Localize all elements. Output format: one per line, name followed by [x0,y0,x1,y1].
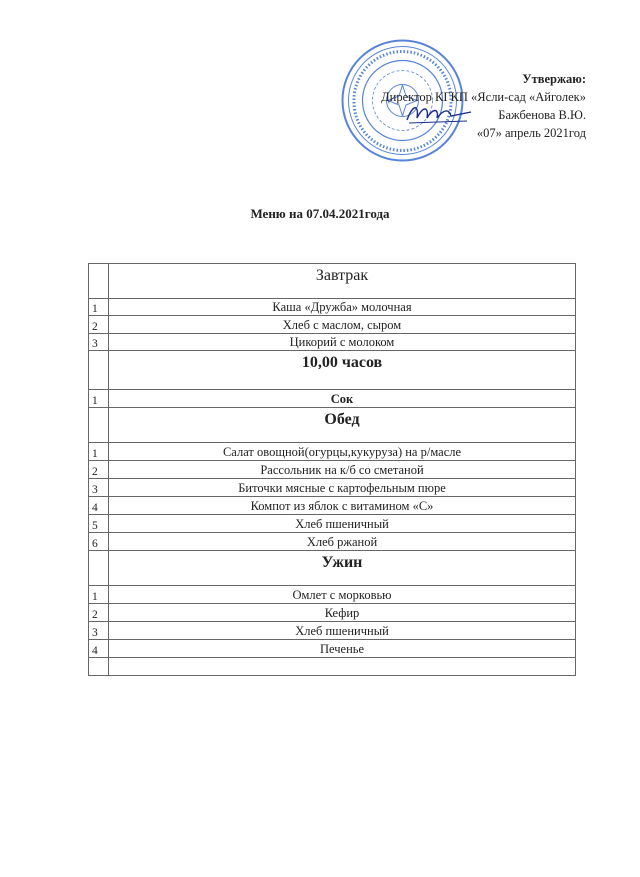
dish-name: Кефир [324,606,360,620]
row-number: 2 [89,604,109,621]
approval-block [381,70,586,142]
menu-row [89,622,575,640]
dish-name: Сок [330,392,354,406]
row-number: 3 [89,479,109,496]
menu-row [89,515,575,533]
row-number: 4 [89,640,109,657]
dish-name: Омлет с морковью [292,588,392,602]
dish-name: Хлеб ржаной [306,535,378,549]
menu-row [89,443,575,461]
section-header-breakfast [89,264,575,299]
menu-row [89,533,575,551]
approval-title: Утвержаю: [522,72,586,86]
row-number: 5 [89,515,109,532]
approval-position: Директор КГКП «Ясли-сад «Айголек» [381,90,586,104]
dish-name: Печенье [319,642,365,656]
row-number: 1 [89,586,109,603]
menu-row [89,640,575,658]
row-number: 3 [89,334,109,350]
approval-date: «07» апрель 2021год [476,126,586,140]
dish-name: Рассольник на к/б со сметаной [260,463,424,477]
section-title: Обед [324,411,360,428]
menu-table [88,263,576,676]
row-number: 1 [89,390,109,407]
dish-name: Хлеб с маслом, сыром [282,318,402,332]
menu-row [89,604,575,622]
section-header-lunch [89,408,575,443]
menu-row [89,299,575,316]
dish-name: Хлеб пшеничный [295,624,389,638]
row-number: 6 [89,533,109,550]
menu-row [89,316,575,334]
dish-name: Компот из яблок с витамином «С» [250,499,434,513]
menu-row [89,479,575,497]
section-title: Ужин [321,554,363,571]
menu-row [89,497,575,515]
row-number: 2 [89,316,109,333]
dish-name: Биточки мясные с картофельным пюре [238,481,446,495]
dish-name: Цикорий с молоком [289,335,395,349]
menu-title: Меню на 07.04.2021года [250,206,390,221]
section-header-dinner [89,551,575,586]
section-title: 10,00 часов [301,354,383,371]
row-number: 2 [89,461,109,478]
section-header-snack [89,351,575,390]
row-number: 3 [89,622,109,639]
empty-row [89,658,575,676]
dish-name: Каша «Дружба» молочная [272,300,412,314]
row-number: 1 [89,299,109,315]
dish-name: Хлеб пшеничный [295,517,389,531]
menu-row [89,334,575,351]
row-number: 4 [89,497,109,514]
menu-row [89,461,575,479]
menu-row [89,390,575,408]
approval-signatory: Бажбенова В.Ю. [498,108,586,122]
dish-name: Салат овощной(огурцы,кукуруза) на р/масле [222,445,462,459]
menu-row [89,586,575,604]
row-number: 1 [89,443,109,460]
section-title: Завтрак [315,267,369,284]
